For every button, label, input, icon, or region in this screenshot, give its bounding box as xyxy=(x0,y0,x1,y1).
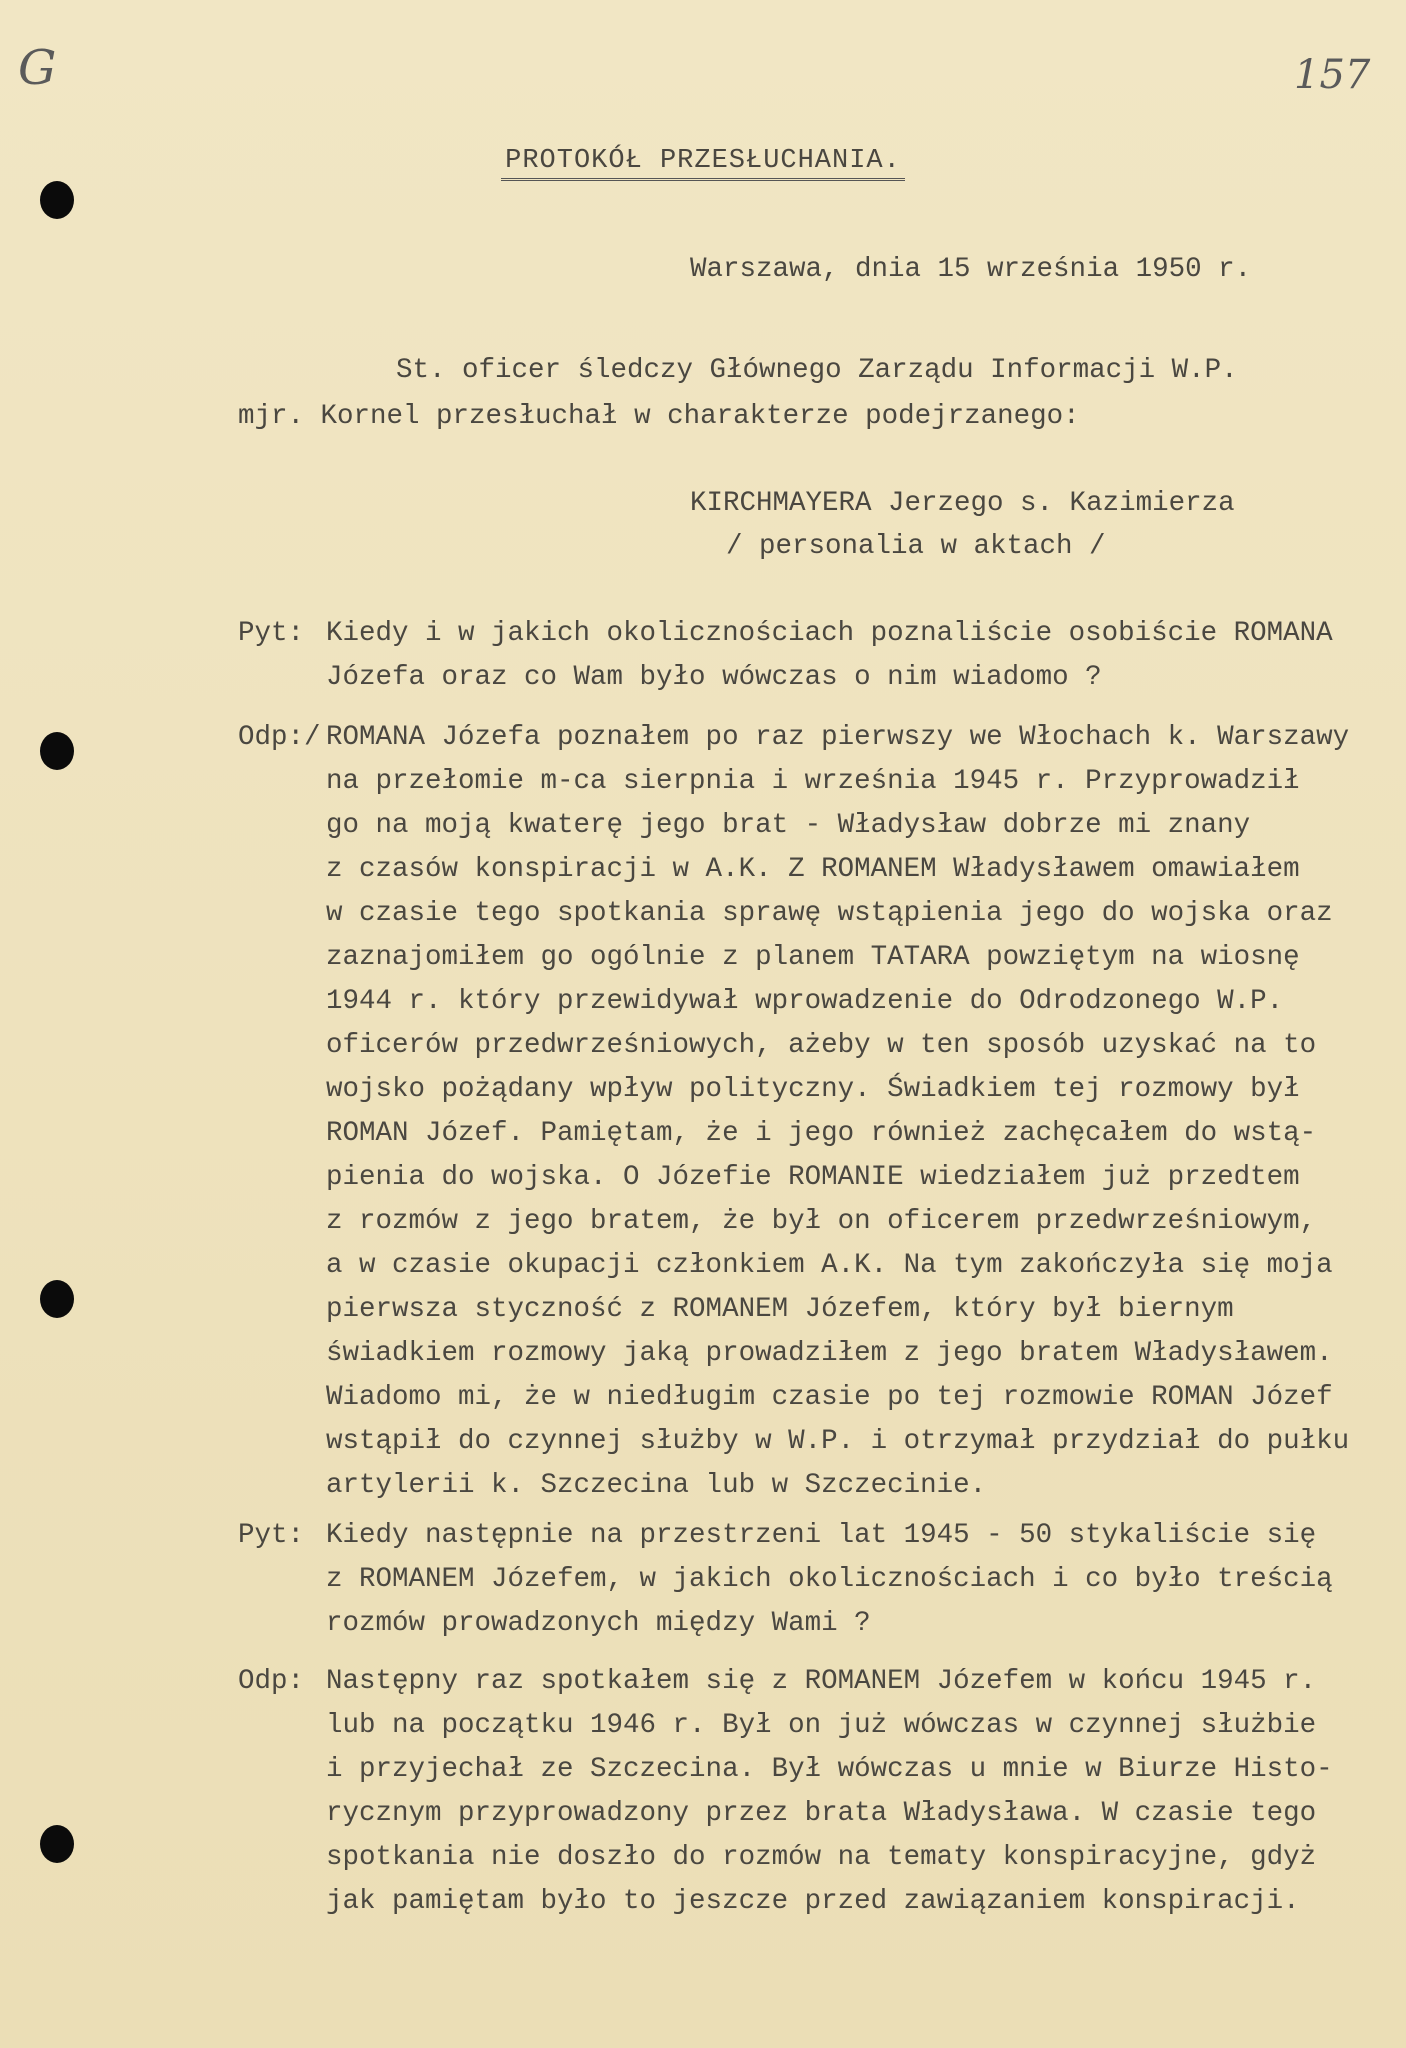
page-number: 157 xyxy=(1294,52,1371,98)
answer-line: a w czasie okupacji członkiem A.K. Na tym zakończyła się moja xyxy=(326,1250,1333,1281)
answer-line: lub na początku 1946 r. Był on już wówczas w czynnej służbie xyxy=(326,1710,1317,1741)
answer-line: oficerów przedwrześniowych, ażeby w ten sposób uzyskać na to xyxy=(326,1030,1317,1061)
intro-line: St. oficer śledczy Głównego Zarządu Informacji W.P. xyxy=(396,355,1238,386)
answer-line: jak pamiętam było to jeszcze przed zawiązaniem konspiracji. xyxy=(326,1886,1300,1917)
punch-hole xyxy=(40,1825,74,1863)
question-line: rozmów prowadzonych między Wami ? xyxy=(326,1608,871,1639)
answer-label: Odp: xyxy=(238,1666,305,1697)
answer-line: wstąpił do czynnej służby w W.P. i otrzymał przydział do pułku xyxy=(326,1426,1350,1457)
answer-line: na przełomie m-ca sierpnia i września 1945 r. Przyprowadził xyxy=(326,766,1300,797)
punch-hole xyxy=(40,1280,74,1318)
question-line: Kiedy i w jakich okolicznościach poznaliście osobiście ROMANA xyxy=(326,618,1333,649)
answer-line: w czasie tego spotkania sprawę wstąpienia jego do wojska oraz xyxy=(326,898,1333,929)
answer-line: ROMANA Józefa poznałem po raz pierwszy we Włochach k. Warszawy xyxy=(326,722,1350,753)
answer-line: z czasów konspiracji w A.K. Z ROMANEM Władysławem omawiałem xyxy=(326,854,1300,885)
question-label: Pyt: xyxy=(238,618,305,649)
answer-line: go na moją kwaterę jego brat - Władysław dobrze mi znany xyxy=(326,810,1251,841)
answer-line: ROMAN Józef. Pamiętam, że i jego również zachęcałem do wstą- xyxy=(326,1118,1317,1149)
answer-line: pienia do wojska. O Józefie ROMANIE wiedziałem już przedtem xyxy=(326,1162,1300,1193)
handwritten-mark: G xyxy=(18,40,57,96)
question-line: Józefa oraz co Wam było wówczas o nim wiadomo ? xyxy=(326,662,1102,693)
answer-line: spotkania nie doszło do rozmów na tematy konspiracyjne, gdyż xyxy=(326,1842,1317,1873)
answer-line: Wiadomo mi, że w niedługim czasie po tej rozmowie ROMAN Józef xyxy=(326,1382,1333,1413)
answer-line: i przyjechał ze Szczecina. Był wówczas u mnie w Biurze Histo- xyxy=(326,1754,1333,1785)
answer-line: Następny raz spotkałem się z ROMANEM Józefem w końcu 1945 r. xyxy=(326,1666,1317,1697)
answer-line: 1944 r. który przewidywał wprowadzenie do Odrodzonego W.P. xyxy=(326,986,1284,1017)
answer-line: świadkiem rozmowy jaką prowadziłem z jego bratem Władysławem. xyxy=(326,1338,1333,1369)
subject-note: / personalia w aktach / xyxy=(726,531,1106,562)
question-line: z ROMANEM Józefem, w jakich okolicznościach i co było treścią xyxy=(326,1564,1333,1595)
answer-line: wojsko pożądany wpływ polityczny. Świadkiem tej rozmowy był xyxy=(326,1074,1300,1105)
answer-line: pierwsza styczność z ROMANEM Józefem, który był biernym xyxy=(326,1294,1234,1325)
punch-hole xyxy=(40,732,74,770)
document-title: PROTOKÓŁ PRZESŁUCHANIA. xyxy=(0,146,1406,176)
punch-hole xyxy=(40,181,74,219)
answer-label: Odp:/ xyxy=(238,722,321,753)
answer-line: artylerii k. Szczecina lub w Szczecinie. xyxy=(326,1470,987,1501)
subject-name: KIRCHMAYERA Jerzego s. Kazimierza xyxy=(690,488,1235,519)
intro-line: mjr. Kornel przesłuchał w charakterze podejrzanego: xyxy=(238,401,1080,432)
answer-line: rycznym przyprowadzony przez brata Władysława. W czasie tego xyxy=(326,1798,1317,1829)
answer-line: z rozmów z jego bratem, że był on oficerem przedwrześniowym, xyxy=(326,1206,1317,1237)
date-line: Warszawa, dnia 15 września 1950 r. xyxy=(690,254,1252,285)
question-label: Pyt: xyxy=(238,1520,305,1551)
question-line: Kiedy następnie na przestrzeni lat 1945 - 50 stykaliście się xyxy=(326,1520,1317,1551)
answer-line: zaznajomiłem go ogólnie z planem TATARA powziętym na wiosnę xyxy=(326,942,1300,973)
